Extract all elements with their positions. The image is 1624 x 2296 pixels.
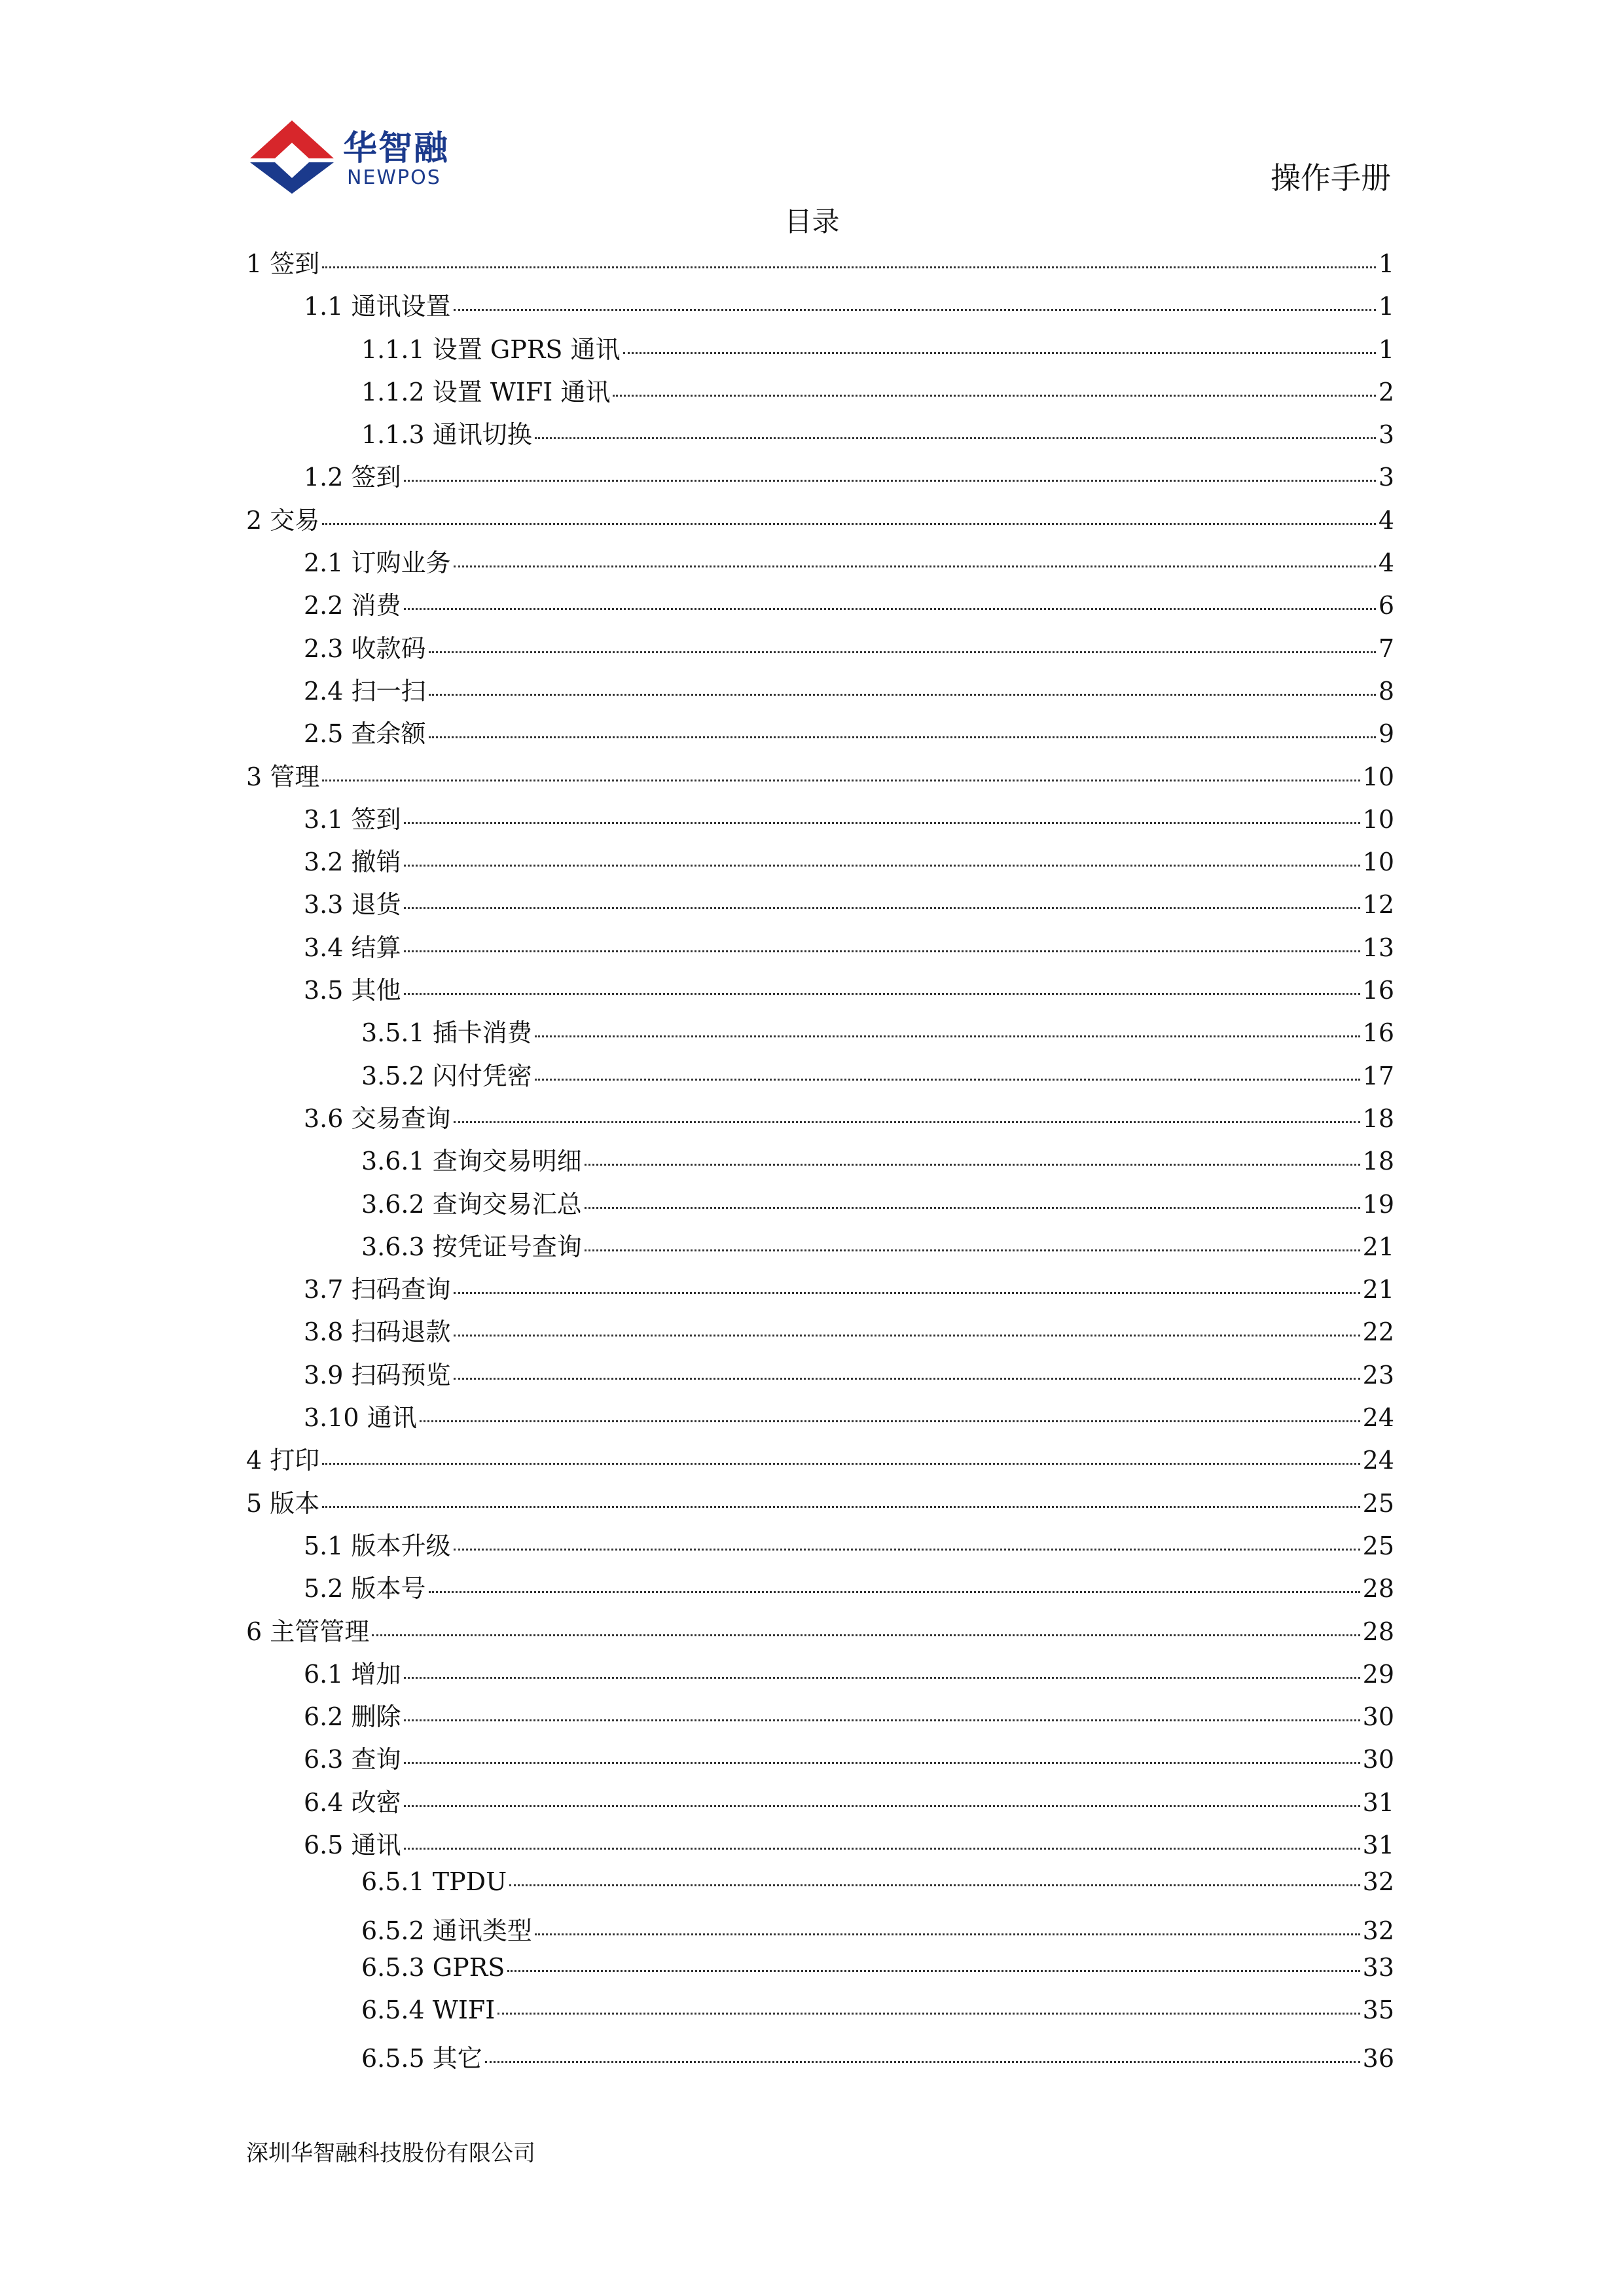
toc-leader-dots bbox=[454, 309, 1376, 311]
toc-entry-label: 3.1 签到 bbox=[304, 804, 401, 834]
toc-entry-page: 35 bbox=[1362, 1996, 1394, 2025]
toc-entry[interactable] bbox=[246, 1867, 1394, 1910]
toc-entry-label: 3.9 扫码预览 bbox=[304, 1360, 451, 1390]
toc-entry[interactable] bbox=[246, 1483, 1394, 1526]
toc-entry-page: 24 bbox=[1362, 1446, 1394, 1475]
toc-entry[interactable] bbox=[246, 543, 1394, 585]
toc-entry[interactable] bbox=[246, 585, 1394, 628]
toc-entry[interactable] bbox=[246, 1184, 1394, 1227]
toc-leader-dots bbox=[322, 523, 1376, 525]
toc-entry-label: 1.2 签到 bbox=[304, 463, 401, 492]
document-type: 操作手册 bbox=[1271, 160, 1391, 196]
toc-entry[interactable] bbox=[246, 414, 1394, 457]
toc-entry-label: 3.2 撤销 bbox=[304, 848, 401, 877]
toc-leader-dots bbox=[322, 1506, 1360, 1508]
toc-entry[interactable] bbox=[246, 628, 1394, 671]
toc-entry-label: 6.5.5 其它 bbox=[361, 2044, 482, 2073]
toc-leader-dots bbox=[535, 1933, 1360, 1935]
toc-entry-page: 28 bbox=[1362, 1617, 1394, 1646]
toc-entry-page: 36 bbox=[1362, 2044, 1394, 2073]
toc-entry-label: 3.3 退货 bbox=[304, 890, 401, 920]
toc-leader-dots bbox=[404, 993, 1360, 995]
toc-entry[interactable] bbox=[246, 1739, 1394, 1782]
toc-entry-label: 2.5 查余额 bbox=[304, 719, 426, 749]
toc-entry-page: 3 bbox=[1378, 463, 1394, 492]
toc-leader-dots bbox=[535, 437, 1376, 439]
toc-leader-dots bbox=[404, 822, 1360, 824]
toc-leader-dots bbox=[623, 352, 1376, 354]
toc-leader-dots bbox=[372, 1634, 1360, 1636]
toc-leader-dots bbox=[404, 1848, 1360, 1850]
toc-entry-label: 1.1.3 通讯切换 bbox=[361, 420, 532, 450]
toc-leader-dots bbox=[404, 1805, 1360, 1807]
toc-entry-label: 6.2 删除 bbox=[304, 1702, 401, 1732]
table-of-contents bbox=[246, 243, 1394, 2081]
toc-entry-page: 21 bbox=[1362, 1275, 1394, 1304]
toc-entry-label: 3.6 交易查询 bbox=[304, 1103, 451, 1133]
company-logo bbox=[246, 117, 469, 195]
toc-entry-label: 5.1 版本升级 bbox=[304, 1531, 451, 1560]
toc-entry-label: 3 管理 bbox=[246, 762, 320, 791]
toc-leader-dots bbox=[404, 608, 1376, 610]
logo-mark-icon bbox=[246, 117, 338, 195]
toc-entry[interactable] bbox=[246, 1953, 1394, 1996]
toc-entry-page: 25 bbox=[1362, 1488, 1394, 1518]
toc-entry-label: 5.2 版本号 bbox=[304, 1574, 426, 1604]
toc-entry[interactable] bbox=[246, 970, 1394, 1013]
toc-entry-label: 6.1 增加 bbox=[304, 1659, 401, 1689]
toc-entry[interactable] bbox=[246, 1312, 1394, 1354]
toc-entry-page: 12 bbox=[1362, 890, 1394, 920]
toc-leader-dots bbox=[613, 395, 1375, 397]
toc-entry-page: 1 bbox=[1378, 249, 1394, 278]
toc-entry-page: 32 bbox=[1362, 1867, 1394, 1897]
toc-entry[interactable] bbox=[246, 243, 1394, 286]
toc-entry[interactable] bbox=[246, 1355, 1394, 1397]
toc-entry[interactable] bbox=[246, 671, 1394, 713]
toc-entry-page: 7 bbox=[1378, 634, 1394, 663]
toc-leader-dots bbox=[404, 907, 1360, 909]
toc-entry-page: 10 bbox=[1362, 804, 1394, 834]
toc-leader-dots bbox=[509, 1884, 1360, 1886]
toc-leader-dots bbox=[585, 1164, 1360, 1166]
toc-entry-label: 2.3 收款码 bbox=[304, 634, 426, 663]
toc-leader-dots bbox=[429, 1591, 1360, 1593]
toc-leader-dots bbox=[420, 1420, 1360, 1422]
toc-entry-label: 1.1.1 设置 GPRS 通讯 bbox=[361, 334, 621, 364]
toc-entry-page: 1 bbox=[1378, 292, 1394, 321]
toc-entry[interactable] bbox=[246, 1825, 1394, 1867]
toc-entry-label: 1.1 通讯设置 bbox=[304, 292, 451, 321]
toc-entry[interactable] bbox=[246, 329, 1394, 372]
toc-leader-dots bbox=[507, 1970, 1360, 1972]
toc-entry[interactable] bbox=[246, 1996, 1394, 2038]
toc-leader-dots bbox=[535, 1079, 1360, 1081]
toc-entry[interactable] bbox=[246, 1654, 1394, 1696]
toc-leader-dots bbox=[322, 1463, 1360, 1465]
toc-leader-dots bbox=[404, 1762, 1360, 1764]
toc-entry[interactable] bbox=[246, 372, 1394, 414]
toc-entry[interactable] bbox=[246, 1227, 1394, 1269]
toc-entry-label: 2.1 订购业务 bbox=[304, 548, 451, 578]
toc-leader-dots bbox=[429, 736, 1376, 738]
toc-leader-dots bbox=[454, 1549, 1360, 1551]
toc-entry[interactable] bbox=[246, 286, 1394, 329]
toc-leader-dots bbox=[485, 2061, 1360, 2063]
toc-entry-label: 6.5.3 GPRS bbox=[361, 1952, 505, 1982]
toc-entry-label: 4 打印 bbox=[246, 1446, 320, 1475]
toc-entry-page: 4 bbox=[1378, 505, 1394, 535]
toc-entry-page: 18 bbox=[1362, 1147, 1394, 1176]
toc-leader-dots bbox=[404, 1677, 1360, 1679]
toc-entry-page: 2 bbox=[1378, 377, 1394, 406]
toc-entry-label: 2.2 消费 bbox=[304, 591, 401, 620]
toc-entry-page: 30 bbox=[1362, 1745, 1394, 1774]
toc-leader-dots bbox=[454, 1292, 1360, 1294]
toc-entry[interactable] bbox=[246, 1269, 1394, 1312]
toc-entry-label: 6 主管管理 bbox=[246, 1617, 370, 1646]
toc-entry-label: 3.5 其他 bbox=[304, 976, 401, 1005]
toc-entry-page: 8 bbox=[1378, 676, 1394, 706]
toc-entry-page: 32 bbox=[1362, 1916, 1394, 1945]
toc-entry[interactable] bbox=[246, 1056, 1394, 1098]
toc-entry-label: 6.5.1 TPDU bbox=[361, 1867, 507, 1897]
toc-entry-page: 33 bbox=[1362, 1952, 1394, 1982]
toc-entry-label: 1.1.2 设置 WIFI 通讯 bbox=[361, 377, 611, 406]
toc-entry-label: 3.7 扫码查询 bbox=[304, 1275, 451, 1304]
toc-entry-label: 3.5.1 插卡消费 bbox=[361, 1018, 532, 1048]
toc-entry[interactable] bbox=[246, 842, 1394, 884]
toc-entry[interactable] bbox=[246, 2038, 1394, 2081]
toc-entry-label: 2.4 扫一扫 bbox=[304, 676, 426, 706]
toc-entry-page: 16 bbox=[1362, 976, 1394, 1005]
toc-entry-page: 19 bbox=[1362, 1189, 1394, 1219]
toc-entry-label: 3.8 扫码退款 bbox=[304, 1318, 451, 1347]
toc-entry-page: 21 bbox=[1362, 1232, 1394, 1261]
toc-entry-label: 3.6.2 查询交易汇总 bbox=[361, 1189, 582, 1219]
toc-leader-dots bbox=[404, 1719, 1360, 1721]
toc-entry[interactable] bbox=[246, 1013, 1394, 1055]
toc-entry-label: 6.5.2 通讯类型 bbox=[361, 1916, 532, 1945]
toc-leader-dots bbox=[454, 1335, 1360, 1336]
toc-entry-page: 29 bbox=[1362, 1659, 1394, 1689]
toc-entry-label: 6.4 改密 bbox=[304, 1787, 401, 1817]
toc-entry-page: 10 bbox=[1362, 762, 1394, 791]
toc-entry-page: 1 bbox=[1378, 334, 1394, 364]
toc-entry[interactable] bbox=[246, 927, 1394, 970]
toc-leader-dots bbox=[535, 1035, 1360, 1037]
toc-leader-dots bbox=[454, 1121, 1360, 1123]
logo-text-en: NEWPOS bbox=[347, 166, 441, 189]
footer-company: 深圳华智融科技股份有限公司 bbox=[246, 2140, 535, 2166]
toc-entry-page: 22 bbox=[1362, 1318, 1394, 1347]
logo-text-cn: 华智融 bbox=[343, 129, 450, 168]
toc-entry-label: 6.3 查询 bbox=[304, 1745, 401, 1774]
toc-leader-dots bbox=[585, 1249, 1360, 1251]
toc-entry-label: 3.4 结算 bbox=[304, 933, 401, 962]
toc-entry[interactable] bbox=[246, 1440, 1394, 1482]
toc-entry-page: 23 bbox=[1362, 1360, 1394, 1390]
toc-entry[interactable] bbox=[246, 457, 1394, 499]
toc-entry-page: 18 bbox=[1362, 1103, 1394, 1133]
toc-entry-label: 6.5 通讯 bbox=[304, 1830, 401, 1859]
toc-entry[interactable] bbox=[246, 1397, 1394, 1440]
toc-entry-page: 6 bbox=[1378, 591, 1394, 620]
toc-entry[interactable] bbox=[246, 1568, 1394, 1611]
toc-title: 目录 bbox=[784, 206, 840, 238]
toc-leader-dots bbox=[404, 950, 1360, 952]
toc-entry-page: 16 bbox=[1362, 1018, 1394, 1048]
toc-leader-dots bbox=[585, 1207, 1360, 1209]
toc-leader-dots bbox=[404, 480, 1376, 482]
toc-entry[interactable] bbox=[246, 1526, 1394, 1568]
toc-entry[interactable] bbox=[246, 500, 1394, 543]
toc-entry[interactable] bbox=[246, 884, 1394, 927]
toc-entry-label: 2 交易 bbox=[246, 505, 320, 535]
toc-entry-label: 3.6.3 按凭证号查询 bbox=[361, 1232, 582, 1261]
toc-entry[interactable] bbox=[246, 1141, 1394, 1183]
toc-entry-label: 1 签到 bbox=[246, 249, 320, 278]
toc-leader-dots bbox=[429, 651, 1376, 653]
toc-entry[interactable] bbox=[246, 757, 1394, 799]
toc-entry[interactable] bbox=[246, 1910, 1394, 1953]
toc-entry-label: 3.6.1 查询交易明细 bbox=[361, 1147, 582, 1176]
toc-entry[interactable] bbox=[246, 713, 1394, 756]
toc-entry-page: 31 bbox=[1362, 1830, 1394, 1859]
toc-entry[interactable] bbox=[246, 1098, 1394, 1141]
toc-leader-dots bbox=[322, 266, 1376, 268]
toc-entry-page: 25 bbox=[1362, 1531, 1394, 1560]
toc-entry-page: 31 bbox=[1362, 1787, 1394, 1817]
toc-entry-page: 3 bbox=[1378, 420, 1394, 450]
toc-entry-page: 28 bbox=[1362, 1574, 1394, 1604]
toc-leader-dots bbox=[454, 565, 1376, 567]
toc-entry-page: 24 bbox=[1362, 1403, 1394, 1433]
toc-entry-label: 3.5.2 闪付凭密 bbox=[361, 1061, 532, 1090]
toc-entry-page: 30 bbox=[1362, 1702, 1394, 1732]
toc-leader-dots bbox=[429, 694, 1376, 696]
toc-leader-dots bbox=[454, 1378, 1360, 1380]
toc-entry-page: 17 bbox=[1362, 1061, 1394, 1090]
toc-leader-dots bbox=[497, 2013, 1360, 2015]
toc-entry[interactable] bbox=[246, 1611, 1394, 1654]
toc-leader-dots bbox=[404, 865, 1360, 867]
toc-entry-label: 6.5.4 WIFI bbox=[361, 1996, 496, 2025]
toc-entry-label: 3.10 通讯 bbox=[304, 1403, 417, 1433]
toc-entry[interactable] bbox=[246, 1696, 1394, 1739]
toc-entry-label: 5 版本 bbox=[246, 1488, 320, 1518]
toc-entry-page: 13 bbox=[1362, 933, 1394, 962]
toc-entry[interactable] bbox=[246, 1782, 1394, 1825]
toc-entry[interactable] bbox=[246, 799, 1394, 842]
toc-entry-page: 4 bbox=[1378, 548, 1394, 578]
toc-entry-page: 10 bbox=[1362, 848, 1394, 877]
toc-leader-dots bbox=[322, 780, 1360, 781]
toc-entry-page: 9 bbox=[1378, 719, 1394, 749]
